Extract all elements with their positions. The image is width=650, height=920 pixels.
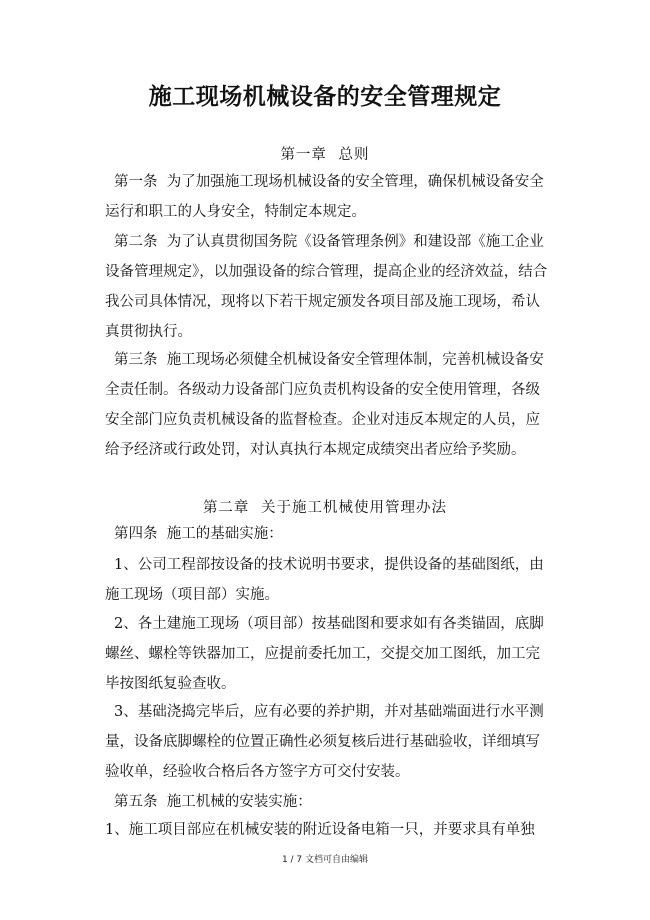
item-3-line-1: 3、基础浇捣完毕后，应有必要的养护期，并对基础端面进行水平测 (114, 704, 544, 720)
article-3-line-2: 全责任制。各级动力设备部门应负责机构设备的安全使用管理，各级 (105, 382, 540, 398)
article-2-line-2: 设备管理规定》，以加强设备的综合管理，提高企业的经济效益，结合 (105, 264, 548, 280)
article-5: 第五条 施工机械的安装实施： (114, 794, 312, 810)
chapter-2-heading: 第二章 关于施工机械使用管理办法 (202, 500, 448, 516)
item-5-1-line-1: 1、施工项目部应在机械安装的附近设备电箱一只，并要求具有单独 (105, 822, 535, 838)
article-1-line-2: 运行和职工的人身安全，特制定本规定。 (105, 204, 366, 220)
chapter-1-heading: 第一章 总则 (280, 147, 370, 163)
item-1-line-1: 1、公司工程部按设备的技术说明书要求，提供设备的基础图纸，由 (114, 557, 544, 573)
article-4: 第四条 施工的基础实施： (114, 526, 283, 542)
article-3-line-3: 安全部门应负责机械设备的监督检查。企业对违反本规定的人员，应 (105, 412, 540, 428)
page-footer: 1 / 7 文档可自由编辑 (281, 855, 369, 865)
article-3-line-4: 给予经济或行政处罚，对认真执行本规定成绩突出者应给予奖励。 (105, 442, 526, 458)
document-title: 施工现场机械设备的安全管理规定 (148, 84, 502, 110)
item-1-line-2: 施工现场（项目部）实施。 (105, 587, 279, 603)
article-2-line-3: 我公司具体情况，现将以下若干规定颁发各项目部及施工现场，希认 (105, 294, 540, 310)
item-2-line-3: 毕按图纸复验查收。 (105, 676, 236, 692)
item-3-line-3: 验收单，经验收合格后各方签字方可交付安装。 (105, 764, 410, 780)
item-2-line-1: 2、各土建施工现场（项目部）按基础图和要求如有各类锚固，底脚 (114, 616, 544, 632)
item-3-line-2: 量，设备底脚螺栓的位置正确性必须复核后进行基础验收，详细填写 (105, 734, 540, 750)
article-3-line-1: 第三条 施工现场必须健全机械设备安全管理体制，完善机械设备安 (114, 352, 544, 368)
item-2-line-2: 螺丝、螺栓等铁器加工，应提前委托加工，交提交加工图纸，加工完 (105, 646, 540, 662)
article-2-line-4: 真贯彻执行。 (105, 324, 192, 340)
article-1-line-1: 第一条 为了加强施工现场机械设备的安全管理，确保机械设备安全 (114, 174, 544, 190)
article-2-line-1: 第二条 为了认真贯彻国务院《设备管理条例》和建设部《施工企业 (114, 234, 544, 250)
